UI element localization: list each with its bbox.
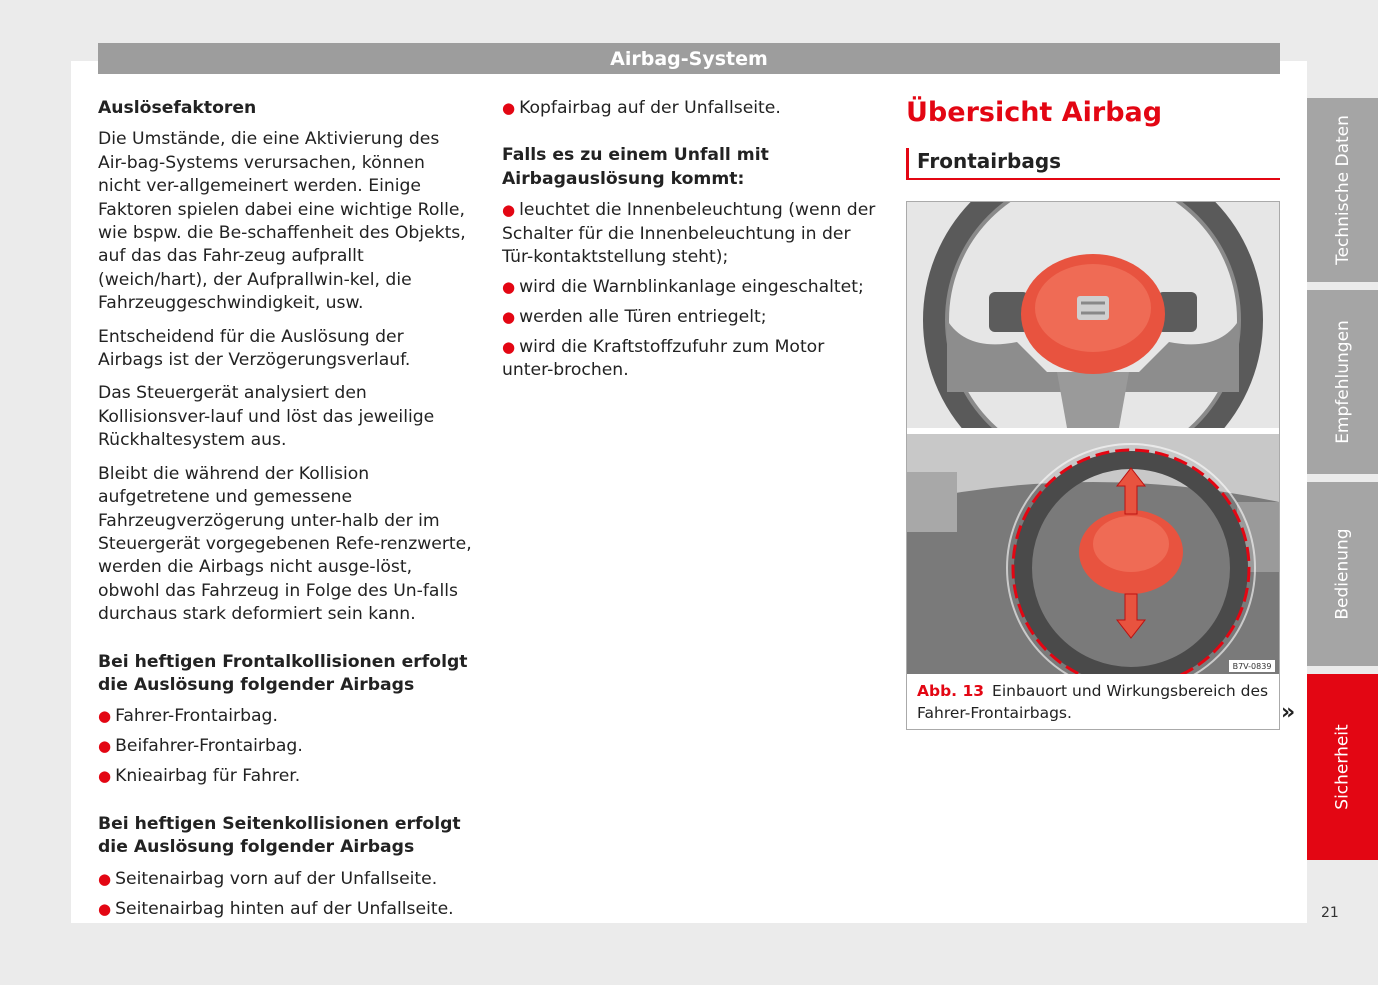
figure-frontairbag xyxy=(906,201,1280,730)
bullet-icon: ● xyxy=(502,278,516,297)
figure-caption xyxy=(917,680,1272,724)
steering-wheel-illustration xyxy=(907,202,1279,674)
accident-consequence-list xyxy=(502,199,877,383)
bullet-icon: ● xyxy=(98,707,112,726)
continue-mark: » xyxy=(1281,700,1296,725)
bullet-icon: ● xyxy=(98,767,112,786)
list-item: ● werden alle Türen entriegelt; xyxy=(502,307,767,328)
tab-bedienung[interactable]: Bedienung xyxy=(1307,482,1378,666)
figure-caption-text: Einbauort und Wirkungsbereich des Fahrer-Frontairbags. xyxy=(917,682,1269,722)
column-middle xyxy=(502,97,877,389)
paragraph: Die Umstände, die eine Aktivierung des Air-bag-Systems verursachen, können nicht ver-allgemeinert werden. Einige Faktoren spielen dabei eine wichtige Rolle, wie bspw. die Be-schaffenheit des Objekts, auf das das Fahr-zeug aufprallt (weich/hart), der Aufprallwin-kel, die Fahrzeuggeschwindigkeit, usw. xyxy=(98,129,466,314)
accident-section xyxy=(502,144,877,382)
list-item: ● wird die Kraftstoffzufuhr zum Motor unter-brochen. xyxy=(502,337,825,381)
figure-code: B7V-0839 xyxy=(1232,662,1272,671)
bullet-icon: ● xyxy=(502,201,516,220)
head-airbag-list xyxy=(502,97,877,120)
list-item: ● Seitenairbag hinten auf der Unfallseite. xyxy=(98,898,454,919)
section-heading-trigger-factors: Auslösefaktoren xyxy=(98,98,257,118)
section-subtitle: Frontairbags xyxy=(906,148,1280,180)
list-item: ● Kopfairbag auf der Unfallseite. xyxy=(502,98,781,118)
accident-heading: Falls es zu einem Unfall mit Airbagauslösung kommt: xyxy=(502,145,769,189)
page-header: Airbag-System xyxy=(98,43,1280,74)
bullet-icon: ● xyxy=(98,899,112,918)
bullet-icon: ● xyxy=(502,308,516,327)
tab-empfehlungen[interactable]: Empfehlungen xyxy=(1307,290,1378,474)
figure-number: Abb. 13 xyxy=(917,682,985,700)
side-collision-heading: Bei heftigen Seitenkollisionen erfolgt die Auslösung folgender Airbags xyxy=(98,813,461,858)
bullet-icon: ● xyxy=(98,737,112,756)
frontal-collision-heading: Bei heftigen Frontalkollisionen erfolgt die Auslösung folgender Airbags xyxy=(98,651,468,695)
side-airbag-list xyxy=(98,868,473,921)
list-item: ● Knieairbag für Fahrer. xyxy=(98,766,301,787)
list-item: ● Fahrer-Frontairbag. xyxy=(98,706,278,727)
frontal-airbag-list xyxy=(98,705,473,788)
paragraph: Das Steuergerät analysiert den Kollisionsver-lauf und löst das jeweilige Rückhaltesystem aus. xyxy=(98,383,435,451)
paragraph: Bleibt die während der Kollision aufgetretene und gemessene Fahrzeugverzögerung unter-halb der im Steuergerät vorgegebenen Refe-renzwerte, werden die Airbags nicht ausge-löst, obwohl das Fahrzeug in Folge des Un-falls durchaus stark deformiert sein kann. xyxy=(98,463,472,625)
list-item: ● Beifahrer-Frontairbag. xyxy=(98,736,303,757)
tab-sicherheit[interactable]: Sicherheit xyxy=(1307,674,1378,860)
frontal-collision-section xyxy=(98,651,473,789)
list-item: ● wird die Warnblinkanlage eingeschaltet; xyxy=(502,277,864,298)
side-collision-section xyxy=(98,813,473,921)
bullet-icon: ● xyxy=(502,338,516,357)
column-right xyxy=(906,94,1280,180)
chapter-title: Übersicht Airbag xyxy=(906,97,1163,128)
tab-technische-daten[interactable]: Technische Daten xyxy=(1307,98,1378,282)
list-item: ● leuchtet die Innenbeleuchtung (wenn der Schalter für die Innenbeleuchtung in der Tür-kontaktstellung steht); xyxy=(502,200,876,268)
bullet-icon: ● xyxy=(98,869,112,888)
column-left xyxy=(98,97,473,928)
page-number: 21 xyxy=(1321,905,1339,921)
paragraph: Entscheidend für die Auslösung der Airbags ist der Verzögerungsverlauf. xyxy=(98,326,411,371)
list-item: ● Seitenairbag vorn auf der Unfallseite. xyxy=(98,868,438,889)
bullet-icon: ● xyxy=(502,99,516,117)
